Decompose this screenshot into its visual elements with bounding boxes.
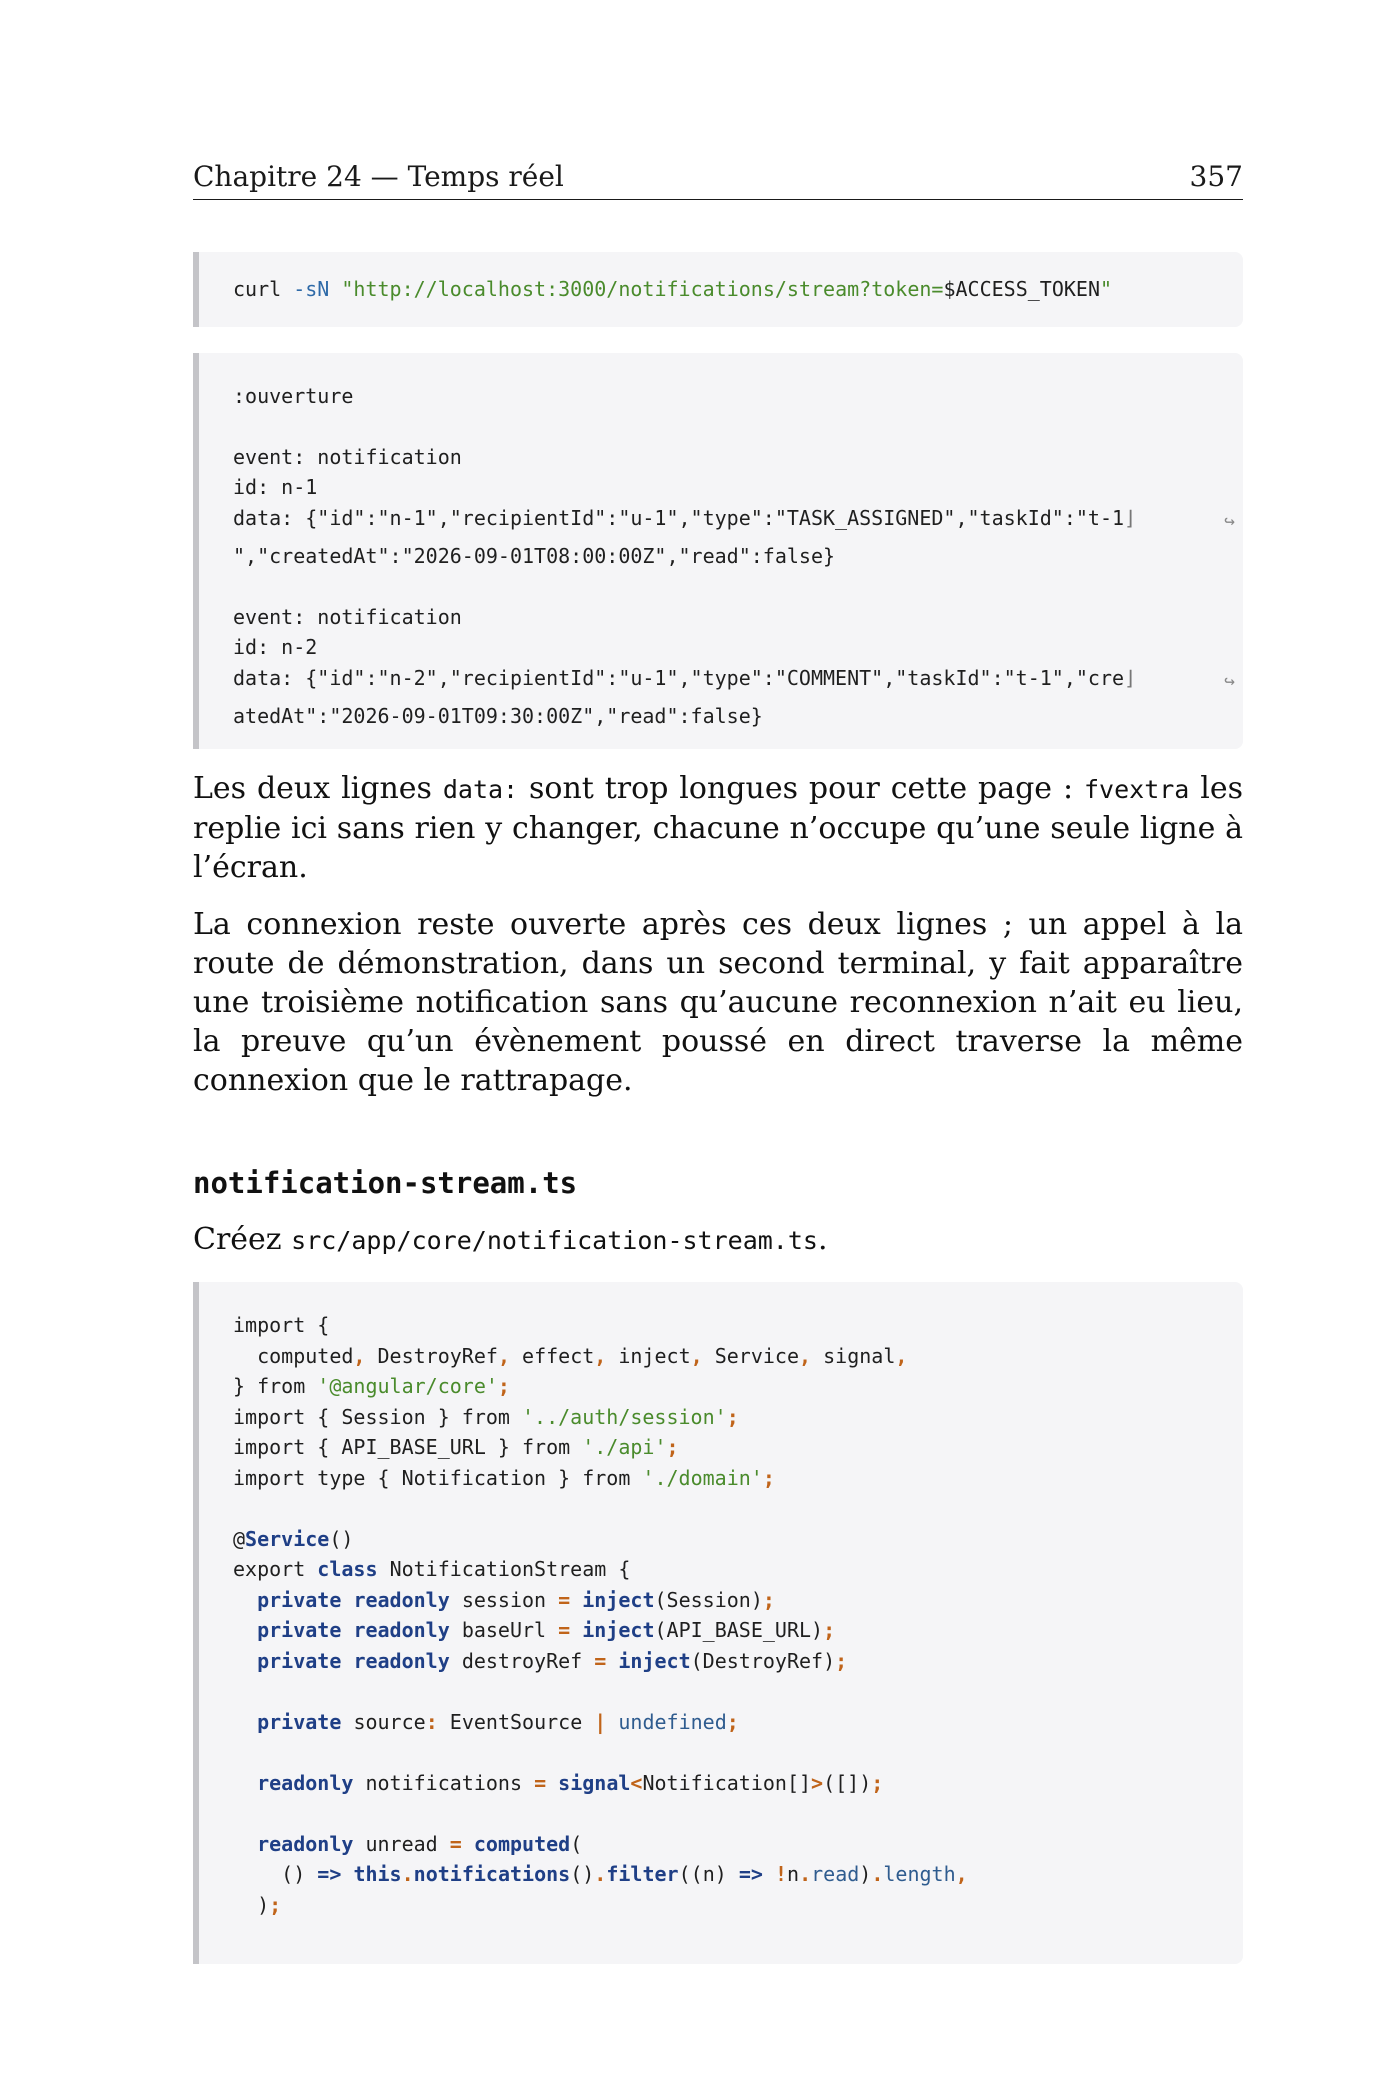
code-line: curl -sN "http://localhost:3000/notifications/stream?token=$ACCESS_TOKEN": [233, 277, 1113, 301]
code-line-blank: [233, 571, 1205, 602]
code-line: import {: [233, 1313, 330, 1337]
section-heading: notification-stream.ts: [193, 1166, 578, 1200]
code-line: private readonly baseUrl = inject(API_BASE_URL);: [257, 1618, 836, 1642]
code-line: } from '@angular/core';: [233, 1374, 510, 1398]
code-line: :ouverture: [233, 383, 354, 408]
chapter-title: Chapitre 24 — Temps réel: [193, 160, 564, 193]
code-line: import type { Notification } from './domain';: [233, 1465, 775, 1490]
code-line: () => this.notifications().filter((n) => !n.read).length,: [233, 1862, 968, 1886]
code-line: );: [233, 1892, 282, 1917]
code-line: readonly notifications = signal<Notification[]>([]);: [257, 1770, 884, 1795]
paragraph-create-file: Créez src/app/core/notification-stream.ts.: [193, 1222, 828, 1257]
code-line-wrapped: data: {"id":"n-1","recipientId":"u-1","type":"TASK_ASSIGNED","taskId":"t-1⌋ ↪: [233, 503, 1205, 541]
code-line: id: n-1: [233, 475, 318, 499]
paragraph-connection: La connexion reste ouverte après ces deux lignes ; un appel à la route de démonstration, dans un second terminal, y fait apparaître une troisième notification sans qu’aucune reconnexion n’ait eu lieu, la preuve qu’un évènement poussé en direct traverse la même connexion que le rattrapage.: [193, 907, 1243, 1098]
code-line-blank: [233, 1676, 1205, 1707]
code-line: event: notification: [233, 604, 462, 629]
code-line: private source: EventSource | undefined;: [257, 1709, 739, 1734]
code-line: import { API_BASE_URL } from './api';: [233, 1435, 679, 1459]
code-line-continuation: atedAt":"2026-09-01T09:30:00Z","read":false}: [233, 703, 763, 728]
curl-code-block: [193, 252, 1243, 327]
typescript-code-block: [193, 1282, 1243, 1964]
code-line: event: notification: [233, 444, 462, 469]
code-line: private readonly session = inject(Session);: [257, 1587, 775, 1612]
code-line: readonly unread = computed(: [257, 1831, 583, 1856]
code-line-blank: [233, 1798, 1205, 1829]
paragraph-data-lines: Les deux lignes data: sont trop longues pour cette page : fvextra les replie ici sans rien y changer, chacune n’occupe qu’une seule ligne à l’écran.: [193, 771, 1243, 885]
code-line: @Service(): [233, 1526, 354, 1551]
code-line: import { Session } from '../auth/session';: [233, 1404, 739, 1429]
code-line-continuation: ","createdAt":"2026-09-01T08:00:00Z","read":false}: [233, 543, 836, 568]
running-header: [193, 160, 1243, 200]
code-line: computed, DestroyRef, effect, inject, Service, signal,: [257, 1343, 908, 1368]
document-page: [193, 160, 1243, 1964]
stream-output-block: [193, 353, 1243, 750]
wrap-arrow-icon: ↪: [1224, 510, 1235, 532]
code-line-blank: [233, 1737, 1205, 1768]
code-line: id: n-2: [233, 635, 318, 659]
code-line: private readonly destroyRef = inject(DestroyRef);: [257, 1648, 848, 1673]
code-line-blank: [233, 411, 1205, 442]
code-line-wrapped: data: {"id":"n-2","recipientId":"u-1","type":"COMMENT","taskId":"t-1","cre⌋ ↪: [233, 663, 1205, 701]
line-break-icon: ⌋: [1124, 505, 1137, 530]
line-break-icon: ⌋: [1124, 665, 1137, 690]
code-line-blank: [233, 1493, 1205, 1524]
code-line: export class NotificationStream {: [233, 1557, 631, 1581]
page-number: 357: [1189, 160, 1243, 193]
wrap-arrow-icon: ↪: [1224, 670, 1235, 692]
